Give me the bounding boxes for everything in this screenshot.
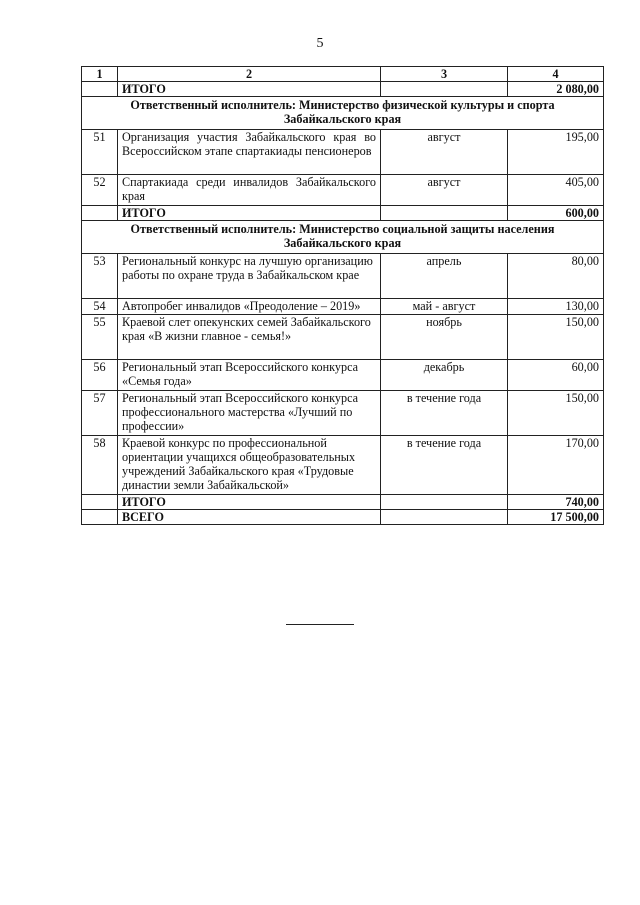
grand-total-label: ВСЕГО xyxy=(118,510,381,525)
column-header: 1 xyxy=(82,67,118,82)
row-period: апрель xyxy=(381,254,508,299)
row-number: 58 xyxy=(82,436,118,495)
total-label: ИТОГО xyxy=(118,82,381,97)
row-description: Региональный конкурс на лучшую организацию работы по охране труда в Забайкальском крае xyxy=(118,254,381,299)
table-row-total xyxy=(82,206,604,221)
table-row-total xyxy=(82,495,604,510)
column-header: 2 xyxy=(118,67,381,82)
column-header: 4 xyxy=(508,67,604,82)
table-section-header xyxy=(82,97,604,130)
row-number: 53 xyxy=(82,254,118,299)
row-number: 57 xyxy=(82,391,118,436)
table-row-grand-total xyxy=(82,510,604,525)
row-value: 150,00 xyxy=(508,315,604,360)
row-period: декабрь xyxy=(381,360,508,391)
table-row xyxy=(82,130,604,175)
table-row xyxy=(82,299,604,315)
row-period: в течение года xyxy=(381,391,508,436)
table-row-total xyxy=(82,82,604,97)
row-number: 56 xyxy=(82,360,118,391)
row-description: Краевой слет опекунских семей Забайкальского края «В жизни главное - семья!» xyxy=(118,315,381,360)
table-row xyxy=(82,175,604,206)
row-description: Краевой конкурс по профессиональной ориентации учащихся общеобразовательных учреждений Забайкальского края «Трудовые династии земли Забайкальской» xyxy=(118,436,381,495)
grand-total-value: 17 500,00 xyxy=(508,510,604,525)
table-row xyxy=(82,315,604,360)
table-row xyxy=(82,436,604,495)
row-value: 80,00 xyxy=(508,254,604,299)
column-header: 3 xyxy=(381,67,508,82)
row-number: 54 xyxy=(82,299,118,315)
total-label: ИТОГО xyxy=(118,206,381,221)
row-period: май - август xyxy=(381,299,508,315)
section-title: Ответственный исполнитель: Министерство физической культуры и спорта Забайкальского края xyxy=(82,97,604,130)
row-period: август xyxy=(381,175,508,206)
total-value: 2 080,00 xyxy=(508,82,604,97)
row-number: 51 xyxy=(82,130,118,175)
row-value: 170,00 xyxy=(508,436,604,495)
row-period: в течение года xyxy=(381,436,508,495)
row-value: 60,00 xyxy=(508,360,604,391)
table-header-row xyxy=(82,67,604,82)
table-row xyxy=(82,391,604,436)
row-description: Организация участия Забайкальского края во Всероссийском этапе спартакиады пенсионеров xyxy=(118,130,381,175)
table-row xyxy=(82,360,604,391)
row-value: 130,00 xyxy=(508,299,604,315)
row-description: Региональный этап Всероссийского конкурса «Семья года» xyxy=(118,360,381,391)
row-number: 55 xyxy=(82,315,118,360)
row-description: Автопробег инвалидов «Преодоление – 2019» xyxy=(118,299,381,315)
row-description: Региональный этап Всероссийского конкурса профессионального мастерства «Лучший по профессии» xyxy=(118,391,381,436)
total-value: 600,00 xyxy=(508,206,604,221)
row-number: 52 xyxy=(82,175,118,206)
row-value: 150,00 xyxy=(508,391,604,436)
row-period: ноябрь xyxy=(381,315,508,360)
table-section-header xyxy=(82,221,604,254)
total-label: ИТОГО xyxy=(118,495,381,510)
table-row xyxy=(82,254,604,299)
section-title: Ответственный исполнитель: Министерство социальной защиты населения Забайкальского края xyxy=(82,221,604,254)
row-value: 195,00 xyxy=(508,130,604,175)
end-separator-line xyxy=(286,624,354,625)
row-period: август xyxy=(381,130,508,175)
row-description: Спартакиада среди инвалидов Забайкальского края xyxy=(118,175,381,206)
row-value: 405,00 xyxy=(508,175,604,206)
total-value: 740,00 xyxy=(508,495,604,510)
page-number: 5 xyxy=(316,36,324,51)
budget-table xyxy=(81,66,604,525)
